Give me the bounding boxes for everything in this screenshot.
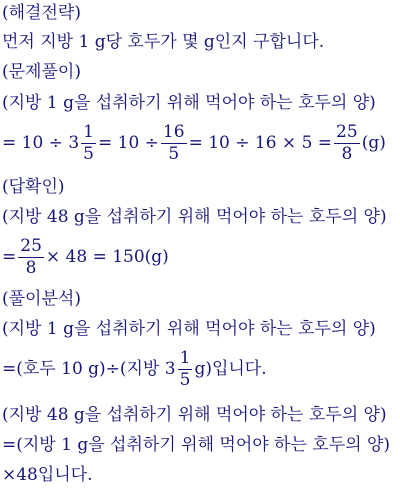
fraction-one-fifth [178,347,193,390]
analysis-line1: (지방 1 g을 섭취하기 위해 먹어야 하는 호두의 양) [2,319,376,339]
strategy-heading: (해결전략) [2,3,81,23]
check-eq-part1: = [2,247,17,267]
analysis-line3: =(지방 1 g을 섭취하기 위해 먹어야 하는 호두의 양) [2,435,391,455]
fraction-numerator: 1 [179,347,191,368]
fraction-sixteen-fifths [161,121,187,164]
check-equation [2,234,398,280]
check-heading: (답확인) [2,177,65,197]
solution-equation [2,120,398,166]
analysis-equation [2,346,398,392]
fraction-twentyfive-eighths [18,235,44,278]
fraction-denominator: 5 [179,369,191,390]
fraction-denominator: 5 [83,143,94,164]
solution-line1: (지방 1 g을 섭취하기 위해 먹어야 하는 호두의 양) [2,93,376,113]
fraction-numerator: 1 [83,121,94,142]
check-line1: (지방 48 g을 섭취하기 위해 먹어야 하는 호두의 양) [2,207,387,227]
analysis-eq-part2: g)입니다. [194,359,267,379]
fraction-one-fifth [81,121,96,164]
fraction-numerator: 25 [336,121,358,142]
solution-eq-unit: (g) [361,133,386,153]
solution-heading: (문제풀이) [2,62,81,82]
analysis-heading: (풀이분석) [2,289,81,309]
solution-eq-part3: = 10 ÷ 16 × 5 = [188,133,333,153]
strategy-text: 먼저 지방 1 g당 호두가 몇 g인지 구합니다. [2,32,325,52]
analysis-eq-part1: =(호두 10 g)÷(지방 3 [2,359,176,379]
fraction-denominator: 5 [168,143,180,164]
solution-eq-part2: = 10 ÷ [97,133,159,153]
solution-eq-part1: = 10 ÷ 3 [2,133,80,153]
check-eq-part2: × 48 = 150(g) [45,247,169,267]
fraction-denominator: 8 [341,143,353,164]
analysis-line4: ×48입니다. [2,465,93,485]
fraction-numerator: 25 [20,235,42,256]
analysis-line2: (지방 48 g을 섭취하기 위해 먹어야 하는 호두의 양) [2,405,387,425]
fraction-denominator: 8 [25,257,37,278]
fraction-numerator: 16 [162,121,185,142]
fraction-twentyfive-eighths [334,121,360,164]
